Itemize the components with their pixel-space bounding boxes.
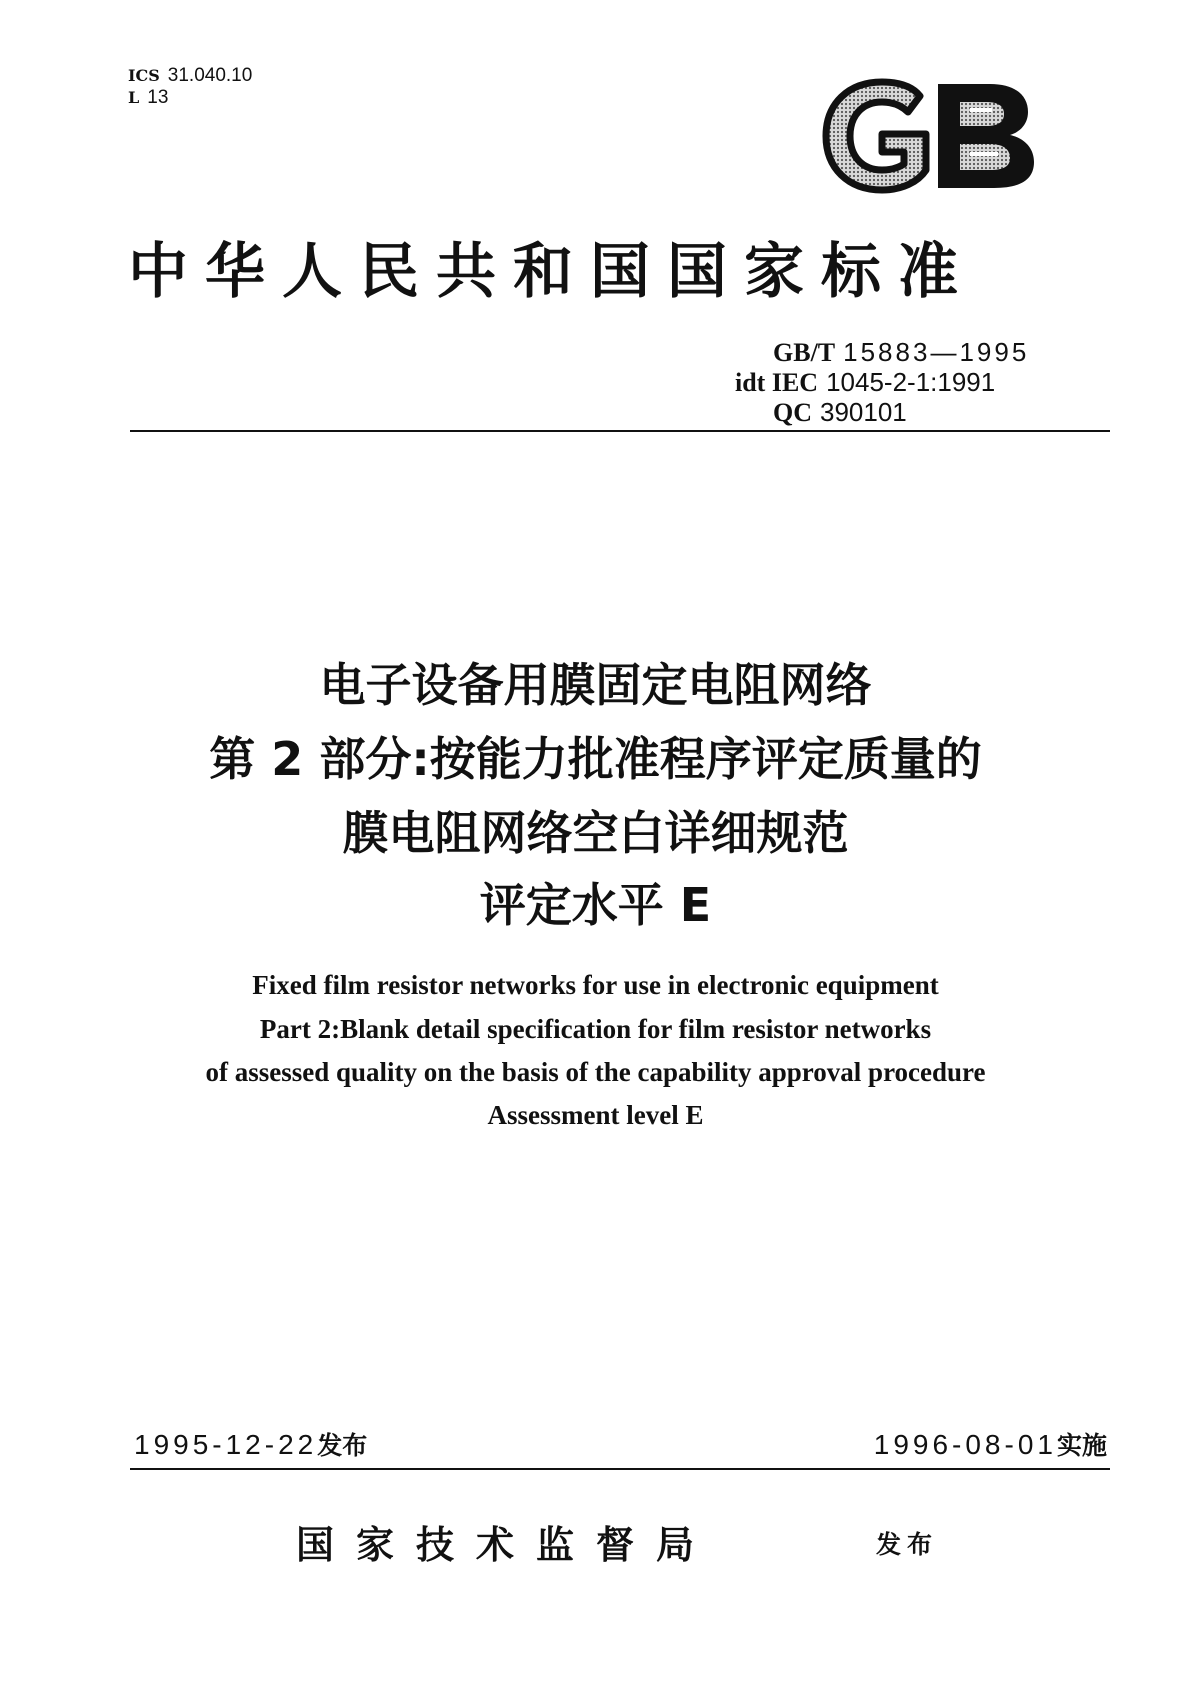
release-date-value: 1995-12-22 [134,1429,318,1460]
gb-logo-icon [820,78,1038,194]
release-date [134,1428,367,1463]
national-standard-title: 中华人民共和国国家标准 [128,237,975,307]
implement-date-value: 1996-08-01 [873,1429,1057,1460]
idt-number [735,368,1095,398]
implement-date [874,1428,1107,1463]
zh-title-line-1: 电子设备用膜固定电阻网络 [319,658,872,712]
en-title-line-1: Fixed film resistor networks for use in electronic equipment [252,970,939,1000]
ics-code [128,64,252,87]
implement-word: 实施 [1056,1431,1107,1460]
gb-value: 15883—1995 [843,337,1030,367]
ccs-label: L [128,88,140,107]
ccs-code [128,86,168,109]
en-title-line-4: Assessment level E [487,1100,704,1130]
idt-label: idt IEC [735,368,819,397]
ics-label: ICS [128,66,160,85]
gb-number [735,338,1095,368]
zh-title-line-3: 膜电阻网络空白详细规范 [342,806,849,860]
issuing-authority: 国家技术监督局 [296,1523,717,1567]
header-rule [130,430,1110,432]
idt-value: 1045-2-1:1991 [826,367,996,397]
standard-numbers [735,338,1095,428]
footer-rule [130,1468,1110,1470]
zh-title-line-2: 第 2 部分:按能力批准程序评定质量的 [209,732,982,786]
ics-value: 31.040.10 [167,65,253,86]
ccs-value: 13 [147,87,169,108]
gb-logo [820,78,1038,194]
release-word: 发布 [317,1431,368,1460]
zh-title-line-4: 评定水平 E [479,878,712,932]
issue-word: 发布 [876,1530,939,1559]
qc-label: QC [773,398,812,427]
qc-number [735,398,1095,428]
en-title-line-2: Part 2:Blank detail specification for film resistor networks [259,1014,932,1044]
qc-value: 390101 [820,397,907,427]
gb-label: GB/T [773,338,836,367]
en-title-line-3: of assessed quality on the basis of the capability approval procedure [205,1057,986,1087]
